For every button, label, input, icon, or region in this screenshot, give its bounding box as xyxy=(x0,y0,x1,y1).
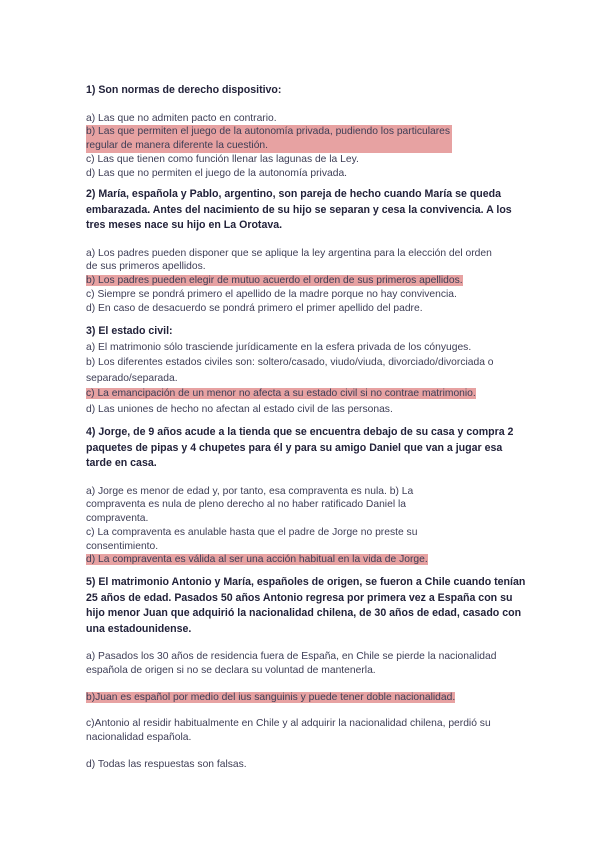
question-1 xyxy=(86,83,526,180)
question-3-option-d: d) Las uniones de hecho no afectan al estado civil de las personas. xyxy=(86,403,393,415)
question-1-option-b: b) Las que permiten el juego de la autonomía privada, pudiendo los particulares regular de manera diferente la cuestión. xyxy=(86,126,451,152)
question-2-title: 2) María, española y Pablo, argentino, son pareja de hecho cuando María se queda embarazada. Antes del nacimiento de su hijo se separan y cesa la convivencia. A los tres meses nace su hijo en La Orotava. xyxy=(86,188,512,231)
question-5-option-b: b)Juan es español por medio del ius sanguinis y puede tener doble nacionalidad. xyxy=(86,691,456,703)
question-2 xyxy=(86,187,526,315)
question-3-option-b: b) Los diferentes estados civiles son: soltero/casado, viudo/viuda, divorciado/divorciada o separado/separada. xyxy=(86,357,494,384)
question-2-option-d: d) En caso de desacuerdo se pondrá primero el primer apellido del padre. xyxy=(86,302,423,314)
question-1-option-c: c) Las que tienen como función llenar las lagunas de la Ley. xyxy=(86,153,359,165)
question-3-title: 3) El estado civil: xyxy=(86,325,173,337)
question-4-option-a: a) Jorge es menor de edad y, por tanto, esa compraventa es nula. b) La compraventa es nula de pleno derecho al no haber ratificado Daniel la compraventa. xyxy=(86,485,414,525)
question-1-option-d: d) Las que no permiten el juego de la autonomía privada. xyxy=(86,167,348,179)
question-4-option-c: c) La compraventa es anulable hasta que el padre de Jorge no preste su consentimiento. xyxy=(86,526,418,552)
question-1-option-a: a) Las que no admiten pacto en contrario. xyxy=(86,112,277,124)
question-2-option-a: a) Los padres pueden disponer que se aplique la ley argentina para la elección del orden de sus primeros apellidos. xyxy=(86,247,492,273)
question-4 xyxy=(86,425,526,567)
question-5-option-a: a) Pasados los 30 años de residencia fuera de España, en Chile se pierde la nacionalidad española de origen si no se declara su voluntad de mantenerla. xyxy=(86,651,497,676)
question-5 xyxy=(86,575,526,772)
question-1-title: 1) Son normas de derecho dispositivo: xyxy=(86,84,282,96)
question-3-option-c: c) La emancipación de un menor no afecta a su estado civil si no contrae matrimonio. xyxy=(86,388,476,399)
question-2-option-b: b) Los padres pueden elegir de mutuo acuerdo el orden de sus primeros apellidos. xyxy=(86,275,463,287)
question-4-title: 4) Jorge, de 9 años acude a la tienda que se encuentra debajo de su casa y compra 2 paquetes de pipas y 4 chupetes para él y para su amigo Daniel que van a jugar esa tarde en casa. xyxy=(86,426,514,469)
question-4-option-d: d) La compraventa es válida al ser una acción habitual en la vida de Jorge. xyxy=(86,554,428,566)
question-5-option-c: c)Antonio al residir habitualmente en Chile y al adquirir la nacionalidad chilena, perdió su nacionalidad española. xyxy=(86,718,491,744)
question-5-title: 5) El matrimonio Antonio y María, españoles de origen, se fueron a Chile cuando tenían 25 años de edad. Pasados 50 años Antonio regresa por primera vez a España con su hijo menor Juan que adquirió la nacionalidad chilena, de 30 años de edad, casado con una estadounidense. xyxy=(86,576,526,635)
question-3-option-a: a) El matrimonio sólo trasciende jurídicamente en la esfera privada de los cónyuges. xyxy=(86,341,472,353)
question-3 xyxy=(86,324,526,417)
question-5-option-d: d) Todas las respuestas son falsas. xyxy=(86,758,247,770)
question-2-option-c: c) Siempre se pondrá primero el apellido de la madre porque no hay convivencia. xyxy=(86,288,457,300)
